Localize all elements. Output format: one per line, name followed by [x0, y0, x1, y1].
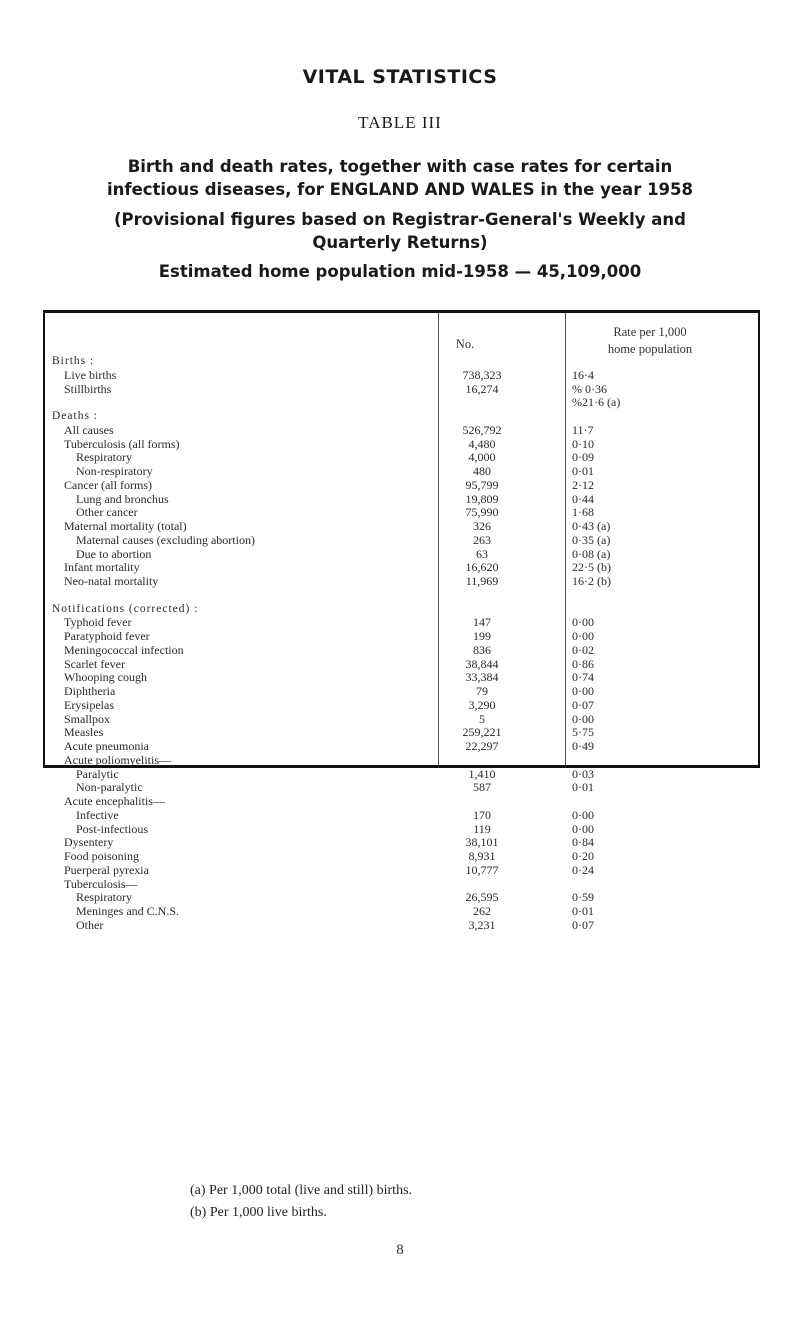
row-label: Births :	[52, 355, 95, 367]
row-number: 3,231	[468, 917, 496, 932]
table-row	[52, 699, 752, 713]
row-label: Respiratory	[76, 450, 132, 465]
table-row	[52, 438, 752, 452]
table-row	[52, 534, 752, 548]
population-estimate: Estimated home population mid-1958 — 45,109,000	[158, 262, 642, 281]
row-number: 33,384	[465, 670, 499, 685]
row-label: Non-respiratory	[76, 464, 153, 478]
table-row	[52, 575, 752, 589]
row-rate: % 0·36	[572, 381, 607, 396]
row-rate: %21·6 (a)	[572, 395, 621, 410]
row-label: Deaths :	[52, 410, 99, 422]
row-label: Due to abortion	[76, 546, 152, 561]
row-label: Acute poliomyelitis—	[64, 752, 171, 767]
row-number: 262	[473, 904, 491, 918]
row-label: Meningococcal infection	[64, 642, 184, 657]
table-row	[52, 864, 752, 878]
table-row	[52, 726, 752, 740]
row-rate: 0·02	[572, 642, 594, 657]
row-rate: 0·35 (a)	[572, 532, 611, 547]
row-rate: 0·10	[572, 436, 594, 451]
table-body	[52, 355, 752, 933]
row-number: 836	[473, 642, 491, 657]
table-row	[52, 355, 752, 369]
row-number: 738,323	[462, 367, 502, 382]
row-label: Acute pneumonia	[64, 739, 149, 753]
subtitle-line-2: infectious diseases, for ENGLAND AND WALES in the year 1958	[106, 180, 694, 199]
table-row	[52, 919, 752, 933]
row-number: 119	[473, 821, 491, 836]
row-label: Cancer (all forms)	[64, 477, 152, 492]
column-header-rate	[560, 324, 740, 358]
row-number: 38,101	[465, 835, 499, 850]
row-rate: 0·24	[572, 862, 594, 877]
row-label: Measles	[64, 725, 104, 740]
table-row	[52, 685, 752, 699]
row-number: 8,931	[468, 849, 496, 863]
rate-header-line-1: Rate per 1,000	[613, 325, 687, 339]
row-number: 16,274	[465, 381, 499, 396]
table-row	[52, 561, 752, 575]
row-label: Maternal mortality (total)	[64, 519, 187, 533]
row-label: Typhoid fever	[64, 615, 132, 630]
row-rate: 0·44	[572, 491, 594, 506]
table-row	[52, 878, 752, 892]
table-row	[52, 644, 752, 658]
provisional-note	[0, 208, 800, 254]
row-label: Live births	[64, 367, 117, 382]
row-rate: 5·75	[572, 725, 594, 740]
table-row	[52, 713, 752, 727]
row-label: Paralytic	[76, 766, 119, 781]
row-rate: 0·43 (a)	[572, 519, 611, 533]
table-subtitle	[0, 155, 800, 201]
row-label: Scarlet fever	[64, 656, 125, 671]
table-row	[52, 671, 752, 685]
row-label: Acute encephalitis—	[64, 794, 165, 808]
row-rate: 0·08 (a)	[572, 546, 611, 561]
row-number: 259,221	[462, 725, 502, 740]
row-rate: 0·00	[572, 684, 594, 698]
row-rate: 0·00	[572, 807, 594, 822]
row-rate: 22·5 (b)	[572, 560, 611, 575]
row-number: 79	[476, 684, 488, 698]
row-rate: 0·49	[572, 739, 594, 753]
row-label: Post-infectious	[76, 821, 148, 836]
row-rate: 0·74	[572, 670, 594, 685]
table-row	[52, 850, 752, 864]
row-label: Puerperal pyrexia	[64, 862, 149, 877]
row-rate: 0·86	[572, 656, 594, 671]
table-row	[52, 809, 752, 823]
row-label: Other cancer	[76, 505, 138, 520]
row-number: 263	[473, 532, 491, 547]
table-row	[52, 451, 752, 465]
table-row	[52, 836, 752, 850]
row-rate: 0·00	[572, 615, 594, 630]
row-number: 26,595	[465, 890, 499, 905]
row-rate: 0·59	[572, 890, 594, 905]
row-label: Infective	[76, 807, 119, 822]
table-row	[52, 424, 752, 438]
row-number: 11,969	[465, 574, 499, 588]
row-number: 147	[473, 615, 491, 630]
table-row	[52, 603, 752, 617]
row-number: 3,290	[468, 697, 496, 712]
row-number: 95,799	[465, 477, 499, 492]
table-row	[52, 493, 752, 507]
row-number: 170	[473, 807, 491, 822]
row-number: 326	[473, 519, 491, 533]
row-number: 1,410	[468, 766, 496, 781]
row-rate: 2·12	[572, 477, 594, 492]
rate-header-line-2: home population	[607, 342, 693, 356]
table-row	[52, 520, 752, 534]
table-row	[52, 369, 752, 383]
table-row	[52, 410, 752, 424]
row-rate: 0·84	[572, 835, 594, 850]
page-title: VITAL STATISTICS	[302, 66, 498, 88]
row-label: Non-paralytic	[76, 780, 143, 795]
row-label: Maternal causes (excluding abortion)	[76, 532, 255, 547]
row-rate: 0·03	[572, 766, 594, 781]
row-label: Other	[76, 917, 104, 932]
table-row	[52, 396, 752, 410]
row-rate: 0·07	[572, 917, 594, 932]
table-row	[52, 905, 752, 919]
row-number: 63	[476, 546, 488, 561]
row-rate: 0·00	[572, 711, 594, 726]
table-row	[52, 795, 752, 809]
row-label: Erysipelas	[64, 697, 114, 712]
row-number: 38,844	[465, 656, 499, 671]
row-number: 19,809	[465, 491, 499, 506]
table-row	[52, 781, 752, 795]
footnote-b: (b) Per 1,000 live births.	[190, 1205, 327, 1220]
row-label: Dysentery	[64, 835, 114, 850]
row-number: 480	[473, 464, 491, 478]
table-row	[52, 630, 752, 644]
provisional-line-2: Quarterly Returns)	[312, 233, 488, 252]
row-rate: 16·4	[572, 367, 594, 382]
row-number: 4,480	[468, 436, 496, 451]
row-rate: 0·00	[572, 821, 594, 836]
row-number: 5	[479, 711, 485, 726]
row-label: Tuberculosis—	[64, 876, 138, 891]
row-label: Whooping cough	[64, 670, 147, 685]
table-number: TABLE III	[358, 113, 442, 132]
row-label: Respiratory	[76, 890, 132, 905]
table-row	[52, 891, 752, 905]
row-label: Paratyphoid fever	[64, 629, 150, 643]
row-rate: 0·09	[572, 450, 594, 465]
row-label: Lung and bronchus	[76, 491, 169, 506]
row-label: Stillbirths	[64, 381, 112, 396]
table-row	[52, 658, 752, 672]
row-label: All causes	[64, 422, 114, 437]
row-number: 22,297	[465, 739, 499, 753]
row-number: 16,620	[465, 560, 499, 575]
row-label: Notifications (corrected) :	[52, 602, 199, 615]
table-row	[52, 823, 752, 837]
column-header-number: No.	[455, 337, 475, 351]
row-number: 75,990	[465, 505, 499, 520]
table-row	[52, 506, 752, 520]
table-row	[52, 465, 752, 479]
row-number: 199	[473, 629, 491, 643]
table-row	[52, 740, 752, 754]
table-row	[52, 768, 752, 782]
row-label: Diphtheria	[64, 684, 116, 698]
row-number: 526,792	[462, 422, 502, 437]
row-rate: 0·07	[572, 697, 594, 712]
table-row	[52, 479, 752, 493]
provisional-line-1: (Provisional figures based on Registrar-General's Weekly and	[114, 210, 686, 229]
row-label: Smallpox	[64, 711, 111, 726]
row-rate: 0·01	[572, 464, 594, 478]
row-label: Meninges and C.N.S.	[76, 904, 179, 918]
table-row	[52, 383, 752, 397]
table-row	[52, 589, 752, 603]
row-label: Neo-natal mortality	[64, 574, 159, 588]
table-row	[52, 548, 752, 562]
subtitle-line-1: Birth and death rates, together with case rates for certain	[127, 157, 673, 176]
row-number: 10,777	[465, 862, 499, 877]
row-label: Infant mortality	[64, 560, 140, 575]
page-number: 8	[396, 1242, 404, 1258]
row-rate: 0·00	[572, 629, 594, 643]
row-rate: 0·20	[572, 849, 594, 863]
table-row	[52, 616, 752, 630]
row-number: 587	[473, 780, 491, 795]
row-number: 4,000	[468, 450, 496, 465]
row-rate: 1·68	[572, 505, 594, 520]
footnote-a: (a) Per 1,000 total (live and still) births.	[190, 1183, 413, 1198]
row-rate: 16·2 (b)	[572, 574, 611, 588]
table-row	[52, 754, 752, 768]
row-rate: 0·01	[572, 904, 594, 918]
row-rate: 0·01	[572, 780, 594, 795]
row-label: Tuberculosis (all forms)	[64, 436, 180, 451]
row-label: Food poisoning	[64, 849, 140, 863]
row-rate: 11·7	[572, 422, 594, 437]
